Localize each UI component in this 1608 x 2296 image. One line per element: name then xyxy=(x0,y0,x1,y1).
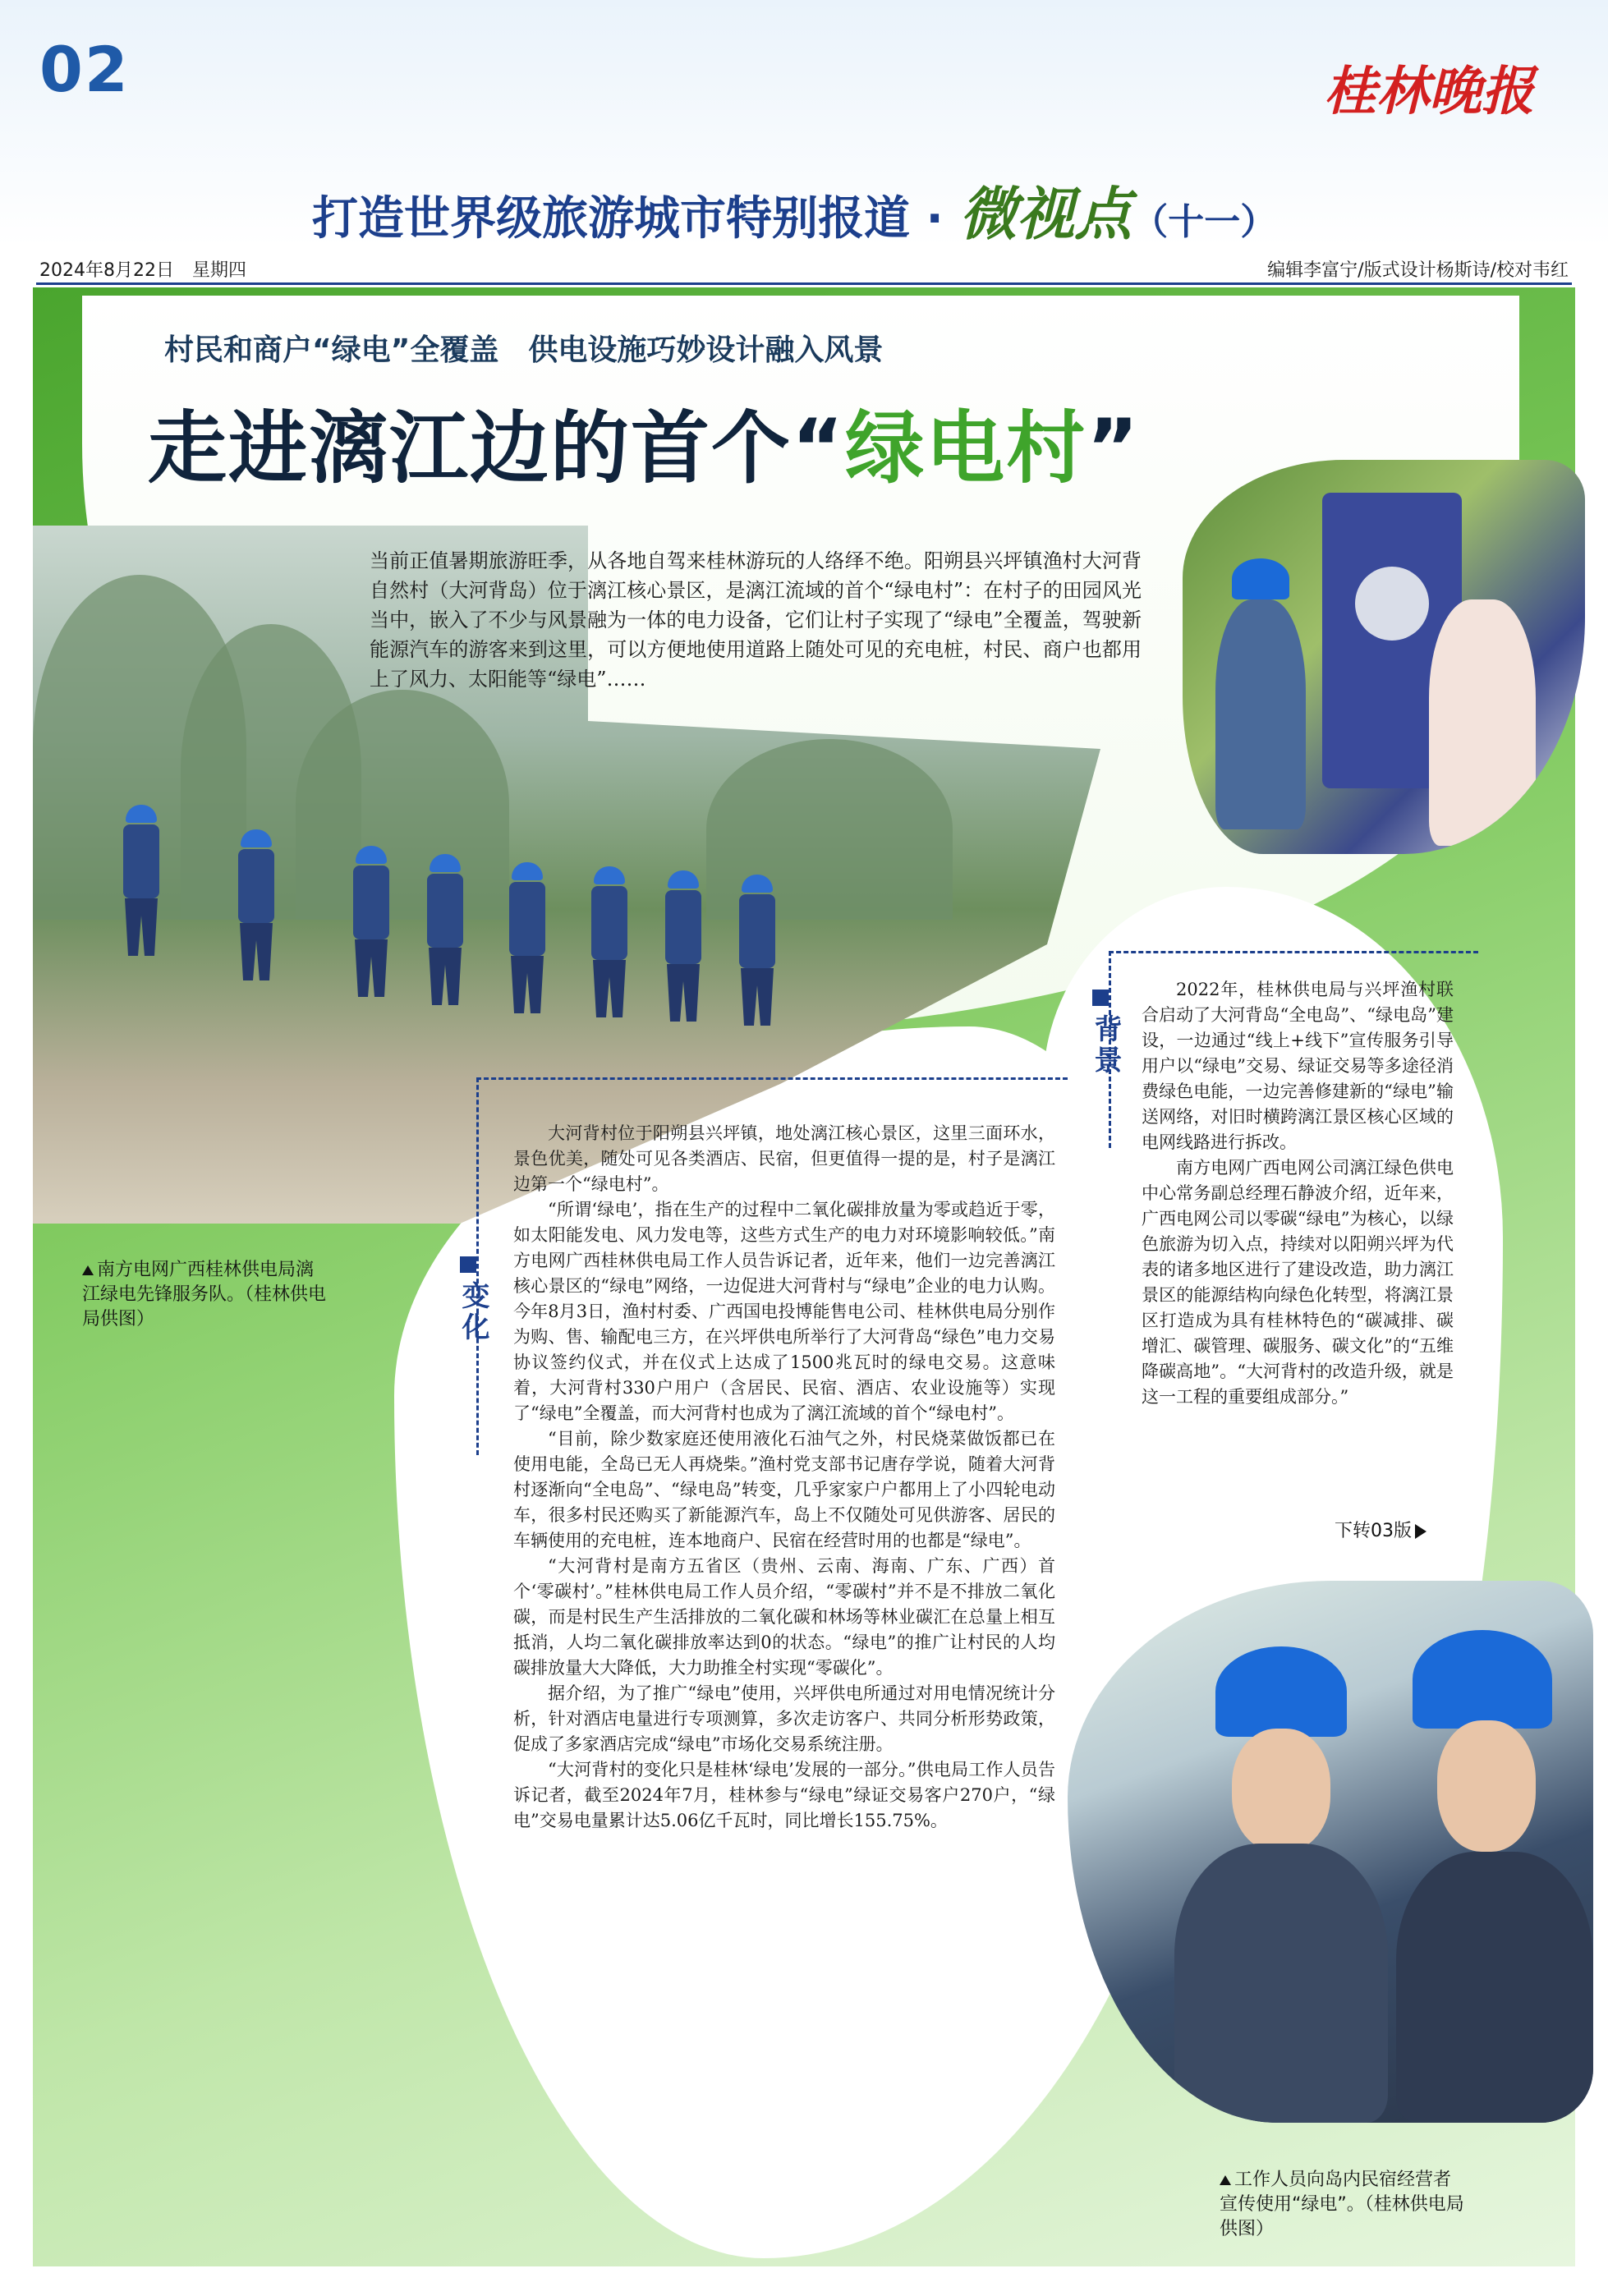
change-paragraph-6: “大河背村的变化只是桂林‘绿电’发展的一部分。”供电局工作人员告诉记者，截至2024年7月，桂林参与“绿电”绿证交易客户270户，“绿电”交易电量累计达5.06亿千瓦时，同比增长155.75%。 xyxy=(513,1760,1055,1830)
background-divider xyxy=(1109,951,1478,953)
change-divider xyxy=(476,1077,1068,1080)
series-title-main: 打造世界级旅游城市特别报道 · xyxy=(312,192,960,246)
background-paragraph-2: 南方电网广西电网公司漓江绿色供电中心常务副总经理石静波介绍，近年来，广西电网公司以零碳“绿电”为核心，以绿色旅游为切入点，持续对以阳朔兴坪为代表的诸多地区进行了建设改造，助力漓江景区的能源结构向绿色化转型，将漓江景区打造成为具有桂林特色的“碳减排、碳增汇、碳管理、碳服务、碳文化”的“五维降碳高地”。“大河背村的改造升级，就是这一工程的重要组成部分。” xyxy=(1142,1158,1454,1407)
face xyxy=(1437,1720,1536,1852)
headline-main: 走进漓江边的首个“ xyxy=(148,402,846,494)
worker-figure xyxy=(665,870,701,1022)
date-line: 2024年8月22日 星期四 xyxy=(39,260,246,281)
headline-end: ” xyxy=(1087,402,1141,494)
article-headline xyxy=(148,386,1140,498)
headline-green: 绿电村 xyxy=(845,402,1087,494)
series-title-number: （十一） xyxy=(1132,201,1277,243)
article-lead: 当前正值暑期旅游旺季，从各地自驾来桂林游玩的人络绎不绝。阳朔县兴坪镇渔村大河背自然村（大河背岛）位于漓江核心景区，是漓江流域的首个“绿电村”：在村子的田园风光当中，嵌入了不少与风景融为一体的电力设备，它们让村子实现了“绿电”全覆盖，驾驶新能源汽车的游客来到这里，可以方便地使用道路上随处可见的充电桩，村民、商户也都用上了风力、太阳能等“绿电”…… xyxy=(370,549,1142,691)
arrow-up-icon xyxy=(1220,2175,1231,2185)
caption-worker xyxy=(1220,2168,1466,2242)
arrow-up-icon xyxy=(82,1265,94,1275)
change-column xyxy=(513,1121,1055,1834)
resident-figure xyxy=(1429,599,1536,846)
change-paragraph-4: “大河背村是南方五省区（贵州、云南、海南、广东、广西）首个‘零碳村’。”桂林供电局工作人员介绍，“零碳村”并不是不排放二氧化碳，而是村民生产生活排放的二氧化碳和林场等林业碳汇在总量上相互抵消，人均二氧化碳排放率达到0的状态。“绿电”的推广让村民的人均碳排放量大大降低，大力助推全村实现“零碳化”。 xyxy=(513,1556,1055,1678)
charging-plug-icon xyxy=(1355,567,1429,641)
page-number: 02 xyxy=(39,33,130,106)
worker-figure xyxy=(1174,1844,1388,2123)
header-rule xyxy=(36,282,1572,285)
helmet xyxy=(1413,1630,1552,1729)
caption-worker-text: 工作人员向岛内民宿经营者宣传使用“绿电”。（桂林供电局供图） xyxy=(1220,2170,1464,2239)
background-column xyxy=(1142,977,1454,1410)
helmet xyxy=(1215,1646,1347,1737)
caption-team-text: 南方电网广西桂林供电局漓江绿电先锋服务队。（桂林供电局供图） xyxy=(82,1260,327,1329)
series-title xyxy=(312,168,1276,251)
worker-figure xyxy=(739,875,775,1026)
continue-link[interactable] xyxy=(1335,1517,1427,1542)
editor-line: 编辑李富宁/版式设计杨斯诗/校对韦红 xyxy=(1267,260,1569,281)
worker-figure xyxy=(1396,1852,1593,2123)
change-divider-vertical xyxy=(476,1077,479,1455)
article-subtitle: 村民和商户“绿电”全覆盖 供电设施巧妙设计融入风景 xyxy=(164,333,884,367)
photo-charging-station xyxy=(1183,460,1585,854)
worker-figure xyxy=(591,866,627,1017)
change-paragraph-1: 大河背村位于阳朔县兴坪镇，地处漓江核心景区，这里三面环水，景色优美，随处可见各类酒店、民宿，但更值得一提的是，村子是漓江边第一个“绿电村”。 xyxy=(513,1123,1055,1194)
change-paragraph-2: “所谓‘绿电’，指在生产的过程中二氧化碳排放量为零或趋近于零，如太阳能发电、风力发电等，这些方式生产的电力对环境影响较低。”南方电网广西桂林供电局工作人员告诉记者，近年来，他们一边完善漓江核心景区的“绿电”网络，一边促进大河背村与“绿电”企业的电力认购。今年8月3日，渔村村委、广西国电投博能售电公司、桂林供电局分别作为购、售、输配电三方，在兴坪供电所举行了大河背岛“绿色”电力交易协议签约仪式，并在仪式上达成了1500兆瓦时的绿电交易。这意味着，大河背村330户用户（含居民、民宿、酒店、农业设施等）实现了“绿电”全覆盖，而大河背村也成为了漓江流域的首个“绿电村”。 xyxy=(513,1200,1055,1423)
arrow-right-icon xyxy=(1415,1524,1427,1539)
worker-figure xyxy=(123,805,159,956)
change-paragraph-3: “目前，除少数家庭还使用液化石油气之外，村民烧菜做饭都已在使用电能，全岛已无人再烧柴。”渔村党支部书记唐存学说，随着大河背村逐渐向“全电岛”、“绿电岛”转变，几乎家家户户都用上了小四轮电动车，很多村民还购买了新能源汽车，岛上不仅随处可见供游客、居民的车辆使用的充电桩，连本地商户、民宿在经营时用的也都是“绿电”。 xyxy=(513,1429,1055,1550)
caption-team xyxy=(82,1258,328,1332)
worker-figure xyxy=(353,846,389,997)
background-paragraph-1: 2022年，桂林供电局与兴坪渔村联合启动了大河背岛“全电岛”、“绿电岛”建设，一边通过“线上+线下”宣传服务引导用户以“绿电”交易、绿证交易等多途径消费绿色电能，一边完善修建新的“绿电”输送网络，对旧时横跨漓江景区核心区域的电网线路进行拆改。 xyxy=(1142,980,1454,1152)
background-marker xyxy=(1092,990,1109,1006)
series-title-accent: 微视点 xyxy=(959,181,1132,248)
section-label-change: 变化 xyxy=(457,1281,489,1343)
photo-worker-explaining xyxy=(1068,1581,1593,2123)
karst-peak xyxy=(296,690,509,920)
worker-figure xyxy=(1215,599,1306,829)
face xyxy=(1232,1729,1330,1852)
continue-text: 下转03版 xyxy=(1335,1521,1412,1541)
masthead-logo: 桂林晚报 xyxy=(1324,61,1534,122)
helmet xyxy=(1232,558,1289,599)
worker-figure xyxy=(238,829,274,980)
change-marker xyxy=(460,1256,476,1273)
worker-figure xyxy=(427,854,463,1005)
worker-figure xyxy=(509,862,545,1013)
section-label-background: 背景 xyxy=(1089,1014,1122,1077)
change-paragraph-5: 据介绍，为了推广“绿电”使用，兴坪供电所通过对用电情况统计分析，针对酒店电量进行专项测算，多次走访客户、共同分析形势政策，促成了多家酒店完成“绿电”市场化交易系统注册。 xyxy=(513,1683,1055,1754)
